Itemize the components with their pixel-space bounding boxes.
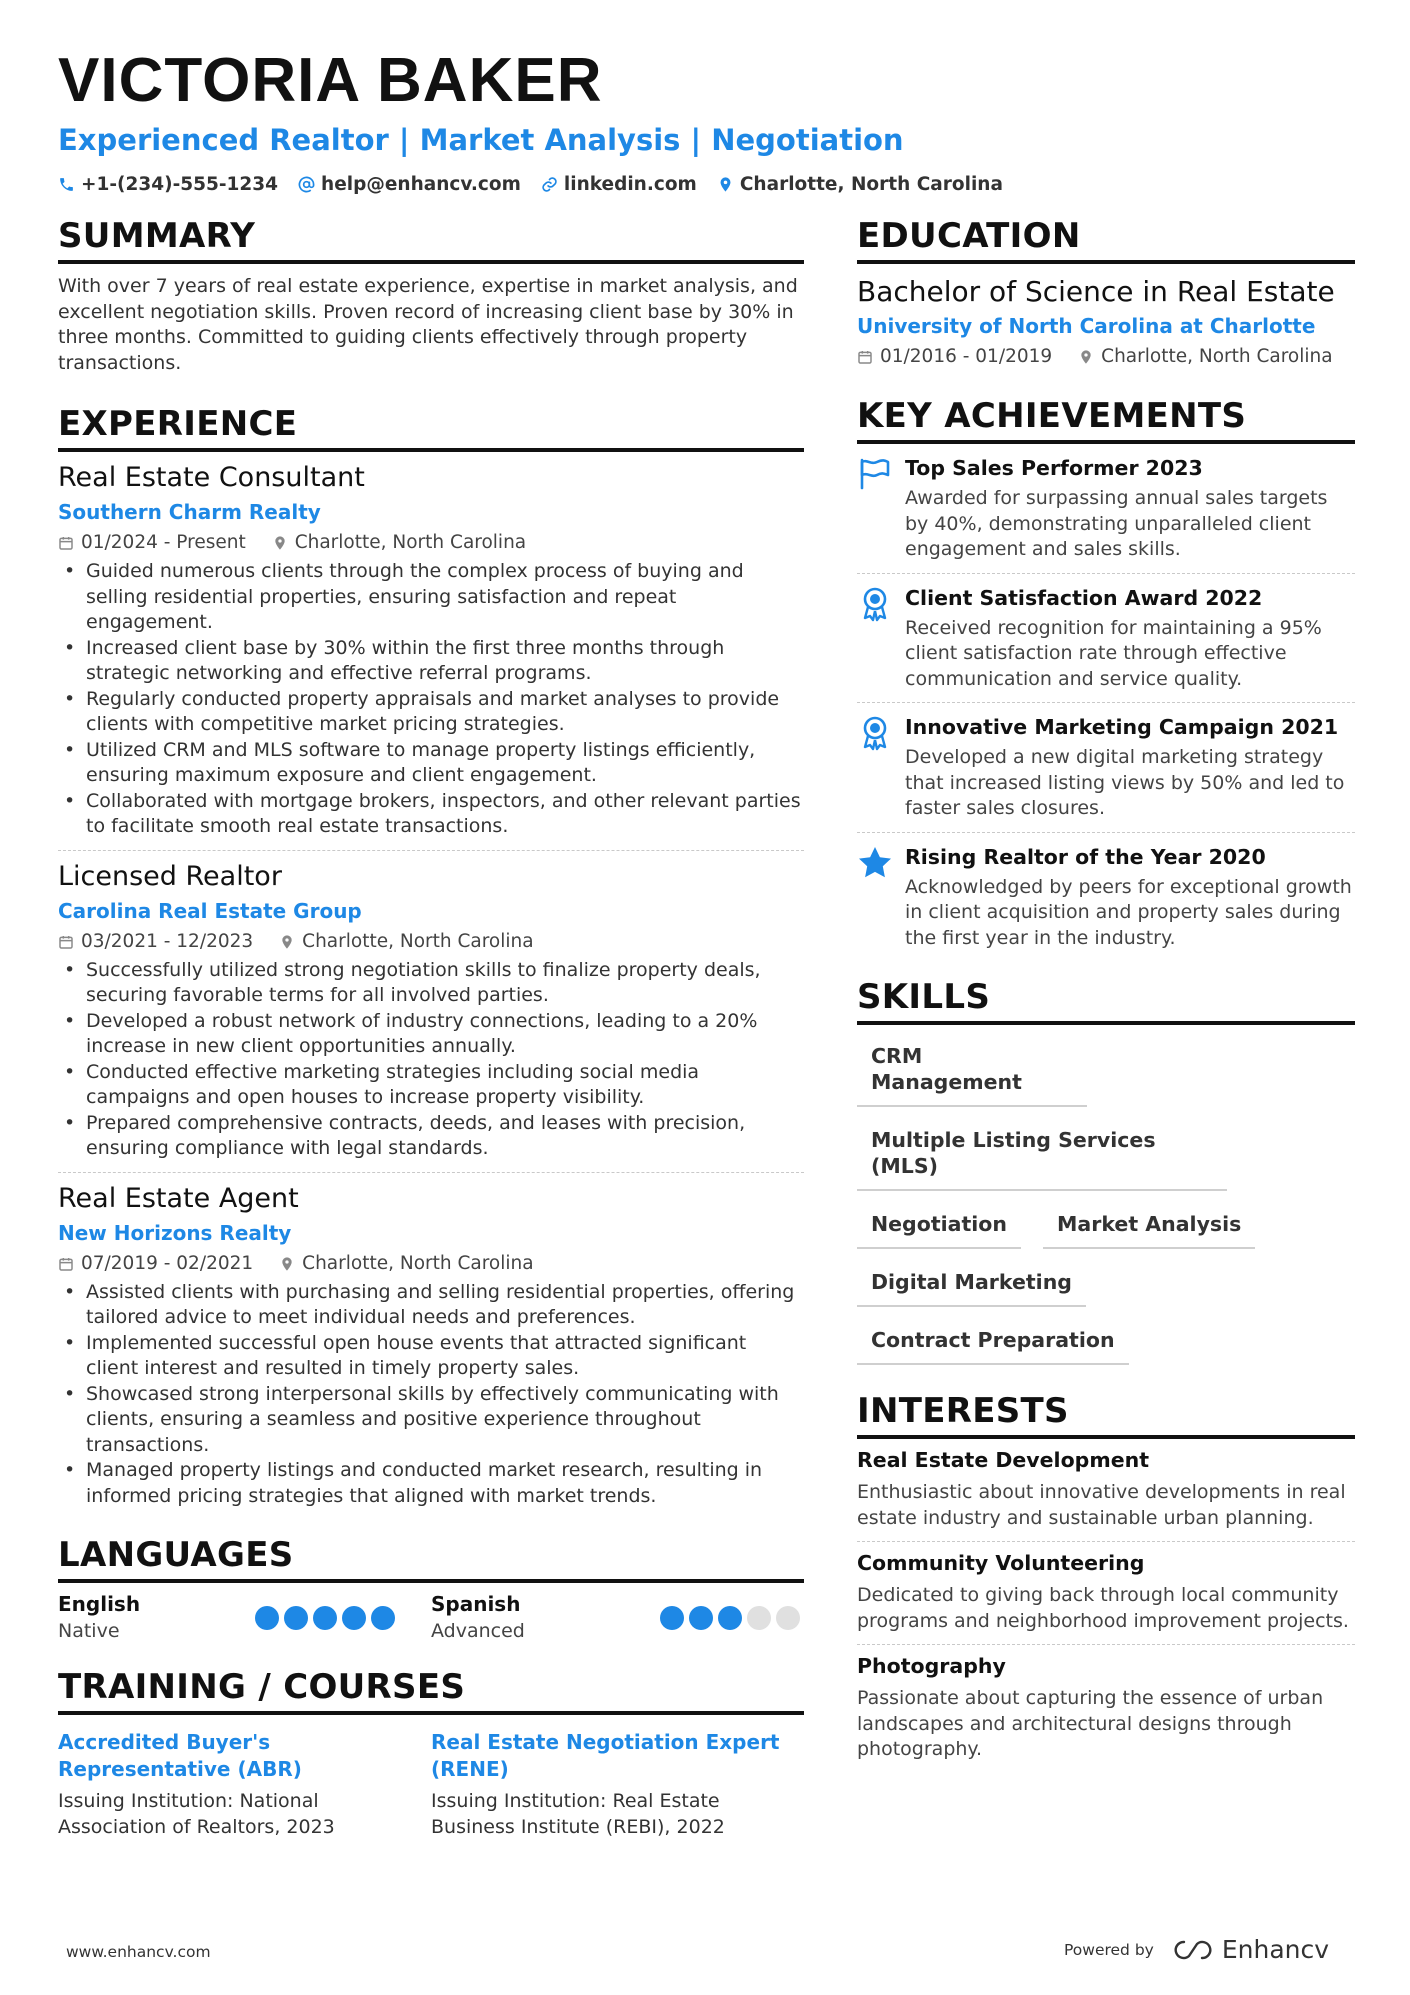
calendar-icon: [58, 934, 74, 950]
skills-list: [857, 1031, 1355, 1373]
bullet-item: • Showcased strong interpersonal skills by effectively communicating with clients, ensuring a seamless and positive experience throughout transactions.: [58, 1382, 804, 1459]
linkedin-text[interactable]: linkedin.com: [563, 174, 697, 195]
brand-logo[interactable]: [1174, 1935, 1329, 1964]
bullet-item: • Utilized CRM and MLS software to manage property listings efficiently, ensuring maximum exposure and client engagement.: [58, 738, 804, 789]
course-desc: Issuing Institution: National Association of Realtors, 2023: [58, 1790, 335, 1838]
achievement-desc: Awarded for surpassing annual sales targets by 40%, demonstrating unparalleled client engagement and sales skills.: [905, 487, 1328, 560]
calendar-icon: [58, 535, 74, 551]
rating-dot: [371, 1606, 395, 1630]
edu-dates: [857, 344, 1052, 370]
rating-dot: [255, 1606, 279, 1630]
contact-bar: [58, 174, 1358, 195]
rating-dot: [284, 1606, 308, 1630]
contact-phone: [58, 174, 278, 195]
edu-school: University of North Carolina at Charlotte: [857, 314, 1316, 338]
job-location: [279, 1251, 533, 1277]
job-bullets: [58, 958, 804, 1162]
job-bullets: [58, 1280, 804, 1510]
email-text[interactable]: help@enhancv.com: [321, 174, 521, 195]
interest-title: Community Volunteering: [857, 1551, 1145, 1575]
achievement-item: [857, 703, 1355, 833]
language-item: [58, 1591, 431, 1645]
edu-location-text: Charlotte, North Carolina: [1101, 346, 1333, 367]
job-entry: [58, 1173, 804, 1520]
job-dates-text: 01/2024 - Present: [81, 532, 246, 553]
achievement-icon-wrap: [857, 584, 905, 693]
skills-section: [857, 975, 1355, 1373]
job-title: Licensed Realtor: [58, 860, 282, 892]
edu-meta: [857, 344, 1355, 370]
powered-by-text: Powered by: [1064, 1940, 1154, 1959]
skill-tag: CRM Management: [857, 1031, 1087, 1107]
skill-tag: Negotiation: [857, 1199, 1021, 1249]
bullet-item: • Conducted effective marketing strategies including social media campaigns and open houses to increase property visibility.: [58, 1060, 804, 1111]
job-location: [279, 929, 533, 955]
experience-section: [58, 402, 804, 1519]
course-desc: Issuing Institution: Real Estate Business Institute (REBI), 2022: [431, 1790, 725, 1838]
course-title: Real Estate Negotiation Expert (RENE): [431, 1730, 780, 1781]
map-pin-icon: [717, 176, 734, 193]
award-ribbon-icon: [857, 715, 893, 751]
experience-heading: EXPERIENCE: [58, 402, 804, 452]
rating-dot: [342, 1606, 366, 1630]
language-name: Spanish: [431, 1592, 521, 1616]
job-location-text: Charlotte, North Carolina: [294, 532, 527, 553]
calendar-icon: [857, 349, 873, 365]
edu-degree: Bachelor of Science in Real Estate: [857, 275, 1335, 308]
bullet-item: • Guided numerous clients through the complex process of buying and selling residential properties, ensuring satisfaction and repeat engagement.: [58, 559, 804, 636]
language-item: [431, 1591, 804, 1645]
bullet-item: • Collaborated with mortgage brokers, inspectors, and other relevant parties to facilitate smooth real estate transactions.: [58, 789, 804, 840]
right-column: [857, 214, 1355, 1773]
job-meta: [58, 530, 804, 556]
interest-title: Photography: [857, 1654, 1006, 1678]
job-meta: [58, 1251, 804, 1277]
rating-dot: [718, 1606, 742, 1630]
achievement-icon-wrap: [857, 454, 905, 563]
enhancv-logo-icon: [1174, 1939, 1212, 1961]
bullet-item: • Successfully utilized strong negotiation skills to finalize property deals, securing favorable terms for all involved parties.: [58, 958, 804, 1009]
courses-list: [58, 1729, 804, 1840]
education-heading: EDUCATION: [857, 214, 1355, 264]
calendar-icon: [58, 1256, 74, 1272]
languages-list: [58, 1591, 804, 1645]
interest-desc: Passionate about capturing the essence of urban landscapes and architectural designs through photography.: [857, 1687, 1324, 1760]
language-name: English: [58, 1592, 141, 1616]
map-pin-icon: [279, 934, 295, 950]
job-location-text: Charlotte, North Carolina: [302, 1252, 534, 1274]
interest-item: [857, 1645, 1355, 1773]
language-rating: [255, 1606, 395, 1630]
summary-heading: SUMMARY: [58, 214, 804, 264]
achievement-item: [857, 833, 1355, 962]
job-dates: [58, 530, 246, 556]
achievement-icon-wrap: [857, 843, 905, 952]
language-level: Native: [58, 1620, 120, 1642]
rating-dot: [747, 1606, 771, 1630]
interests-section: [857, 1389, 1355, 1773]
skill-tag: Contract Preparation: [857, 1315, 1129, 1365]
achievement-title: Innovative Marketing Campaign 2021: [905, 715, 1339, 739]
phone-text[interactable]: +1-(234)-555-1234: [81, 174, 279, 195]
job-company: Southern Charm Realty: [58, 500, 321, 524]
skills-heading: SKILLS: [857, 975, 1355, 1025]
job-entry: [58, 452, 804, 851]
course-item: [431, 1729, 804, 1840]
job-company: Carolina Real Estate Group: [58, 898, 362, 923]
achievement-title: Top Sales Performer 2023: [905, 456, 1203, 480]
footer-url[interactable]: www.enhancv.com: [66, 1943, 211, 1961]
map-pin-icon: [272, 535, 288, 551]
resume-header: [58, 44, 1358, 195]
achievement-desc: Acknowledged by peers for exceptional growth in client acquisition and property sales during the first year in the industry.: [905, 875, 1352, 949]
skill-tag: Market Analysis: [1043, 1199, 1255, 1249]
bullet-item: • Increased client base by 30% within the first three months through strategic networking and effective referral programs.: [58, 636, 804, 687]
bullet-item: • Developed a robust network of industry connections, leading to a 20% increase in new client opportunities annually.: [58, 1009, 804, 1060]
bullet-item: • Prepared comprehensive contracts, deeds, and leases with precision, ensuring compliance with legal standards.: [58, 1111, 804, 1162]
achievement-desc: Received recognition for maintaining a 95% client satisfaction rate through effective communication and service quality.: [905, 616, 1322, 690]
candidate-name: VICTORIA BAKER: [58, 46, 603, 115]
phone-icon: [58, 176, 75, 193]
job-entry: [58, 851, 804, 1173]
rating-dot: [689, 1606, 713, 1630]
training-section: [58, 1665, 804, 1840]
job-bullets: [58, 559, 804, 840]
edu-dates-text: 01/2016 - 01/2019: [880, 346, 1053, 367]
achievement-title: Client Satisfaction Award 2022: [905, 585, 1263, 610]
map-pin-icon: [279, 1256, 295, 1272]
interest-item: [857, 1439, 1355, 1542]
map-pin-icon: [1078, 349, 1094, 365]
contact-linkedin: [541, 174, 697, 195]
rating-dot: [776, 1606, 800, 1630]
skill-tag: Digital Marketing: [857, 1257, 1086, 1307]
edu-location: [1078, 344, 1332, 370]
languages-section: [58, 1533, 804, 1645]
bullet-item: • Regularly conducted property appraisals and market analyses to provide clients with competitive market pricing strategies.: [58, 687, 804, 738]
job-title: Real Estate Agent: [58, 1182, 299, 1214]
achievements-section: [857, 394, 1355, 961]
course-title: Accredited Buyer's Representative (ABR): [58, 1730, 302, 1781]
flag-icon: [857, 456, 893, 492]
job-meta: [58, 929, 804, 955]
job-title: Real Estate Consultant: [58, 462, 365, 493]
bullet-item: • Implemented successful open house events that attracted significant client interest and resulted in timely property sales.: [58, 1331, 804, 1382]
achievement-item: [857, 574, 1355, 704]
location-text: Charlotte, North Carolina: [739, 174, 1003, 195]
rating-dot: [313, 1606, 337, 1630]
footer-branding: [1064, 1935, 1329, 1964]
candidate-headline: Experienced Realtor | Market Analysis | Negotiation: [58, 123, 904, 157]
achievement-title: Rising Realtor of the Year 2020: [905, 844, 1266, 869]
achievements-heading: KEY ACHIEVEMENTS: [857, 394, 1355, 444]
contact-email: [298, 174, 521, 195]
award-ribbon-icon: [857, 586, 893, 622]
languages-heading: LANGUAGES: [58, 1533, 804, 1583]
achievement-desc: Developed a new digital marketing strategy that increased listing views by 50% and led to faster sales closures.: [905, 746, 1345, 819]
bullet-item: • Managed property listings and conducted market research, resulting in informed pricing strategies that aligned with market trends.: [58, 1458, 804, 1509]
job-location: [272, 530, 526, 556]
bullet-item: • Assisted clients with purchasing and selling residential properties, offering tailored advice to meet individual needs and preferences.: [58, 1280, 804, 1331]
language-level: Advanced: [431, 1620, 525, 1642]
job-dates-text: 03/2021 - 12/2023: [81, 930, 254, 952]
interest-desc: Dedicated to giving back through local community programs and neighborhood improvement projects.: [857, 1584, 1349, 1632]
interest-title: Real Estate Development: [857, 1448, 1149, 1472]
brand-name: Enhancv: [1221, 1935, 1330, 1964]
skill-tag: Multiple Listing Services (MLS): [857, 1115, 1227, 1191]
job-dates: [58, 929, 253, 955]
achievement-item: [857, 444, 1355, 574]
interest-item: [857, 1542, 1355, 1645]
language-rating: [660, 1606, 800, 1630]
job-dates-text: 07/2019 - 02/2021: [81, 1252, 254, 1274]
left-column: [58, 214, 804, 1840]
achievement-icon-wrap: [857, 713, 905, 822]
rating-dot: [660, 1606, 684, 1630]
summary-text: With over 7 years of real estate experience, expertise in market analysis, and excellent negotiation skills. Proven record of increasing client base by 30% in three months. Committed to guiding clients effectively through property transactions.: [58, 275, 798, 374]
training-heading: TRAINING / COURSES: [58, 1665, 804, 1715]
interests-heading: INTERESTS: [857, 1389, 1355, 1439]
contact-location: [717, 174, 1003, 195]
star-icon: [857, 845, 893, 881]
summary-section: [58, 214, 804, 376]
job-location-text: Charlotte, North Carolina: [302, 930, 534, 952]
interest-desc: Enthusiastic about innovative developments in real estate industry and sustainable urban planning.: [857, 1481, 1346, 1529]
education-section: [857, 214, 1355, 370]
link-icon: [541, 176, 558, 193]
course-item: [58, 1729, 431, 1840]
job-dates: [58, 1251, 253, 1277]
job-company: New Horizons Realty: [58, 1220, 292, 1245]
at-sign-icon: [298, 176, 315, 193]
